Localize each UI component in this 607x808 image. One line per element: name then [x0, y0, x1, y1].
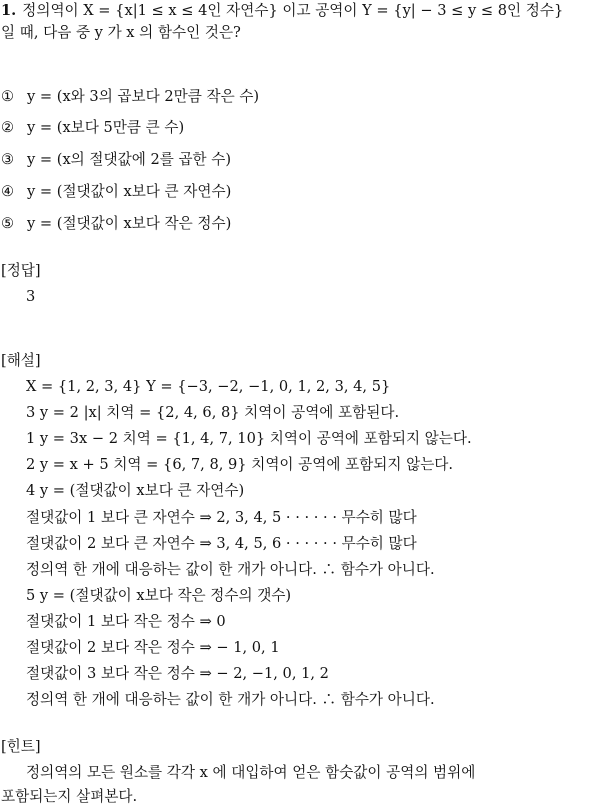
explanation-line-6: 절댓값이 1 보다 큰 자연수 ⇒ 2, 3, 4, 5 · · · · · · 무수히 많다 — [26, 509, 417, 526]
explanation-line-5: 4 y = (절댓값이 x보다 큰 자연수) — [26, 482, 245, 499]
choice-marker: ③ — [1, 151, 15, 168]
choice-marker: ④ — [1, 183, 15, 200]
choice-2 — [1, 117, 184, 139]
hint-line-2: 포함되는지 살펴본다. — [1, 788, 138, 805]
question-line-1 — [1, 0, 563, 22]
explanation-line-10: 절댓값이 1 보다 작은 정수 ⇒ 0 — [26, 613, 226, 630]
choice-4 — [1, 181, 231, 203]
hint-label: [힌트] — [1, 738, 41, 755]
choice-text: y = (절댓값이 x보다 큰 자연수) — [27, 183, 232, 200]
choice-text: y = (x보다 5만큼 큰 수) — [27, 119, 185, 136]
choice-text: y = (x의 절댓값에 2를 곱한 수) — [27, 151, 232, 168]
explanation-label: [해설] — [1, 352, 41, 369]
hint-line-1: 정의역의 모든 원소를 각각 x 에 대입하여 얻은 함숫값이 공역의 범위에 — [26, 764, 476, 781]
explanation-line-13: 정의역 한 개에 대응하는 값이 한 개가 아니다. ∴ 함수가 아니다. — [26, 691, 435, 708]
explanation-line-7: 절댓값이 2 보다 큰 자연수 ⇒ 3, 4, 5, 6 · · · · · · 무수히 많다 — [26, 535, 417, 552]
explanation-line-12: 절댓값이 3 보다 작은 정수 ⇒ − 2, −1, 0, 1, 2 — [26, 665, 329, 682]
choice-text: y = (절댓값이 x보다 작은 정수) — [27, 215, 232, 232]
answer-value: 3 — [26, 288, 36, 305]
explanation-line-11: 절댓값이 2 보다 작은 정수 ⇒ − 1, 0, 1 — [26, 639, 280, 656]
choice-text: y = (x와 3의 곱보다 2만큼 작은 수) — [27, 88, 260, 105]
choice-1 — [1, 86, 259, 108]
choice-5 — [1, 213, 231, 235]
explanation-line-8: 정의역 한 개에 대응하는 값이 한 개가 아니다. ∴ 함수가 아니다. — [26, 561, 435, 578]
explanation-line-4: 2 y = x + 5 치역 = {6, 7, 8, 9} 치역이 공역에 포함되지 않는다. — [26, 456, 454, 473]
explanation-line-3: 1 y = 3x − 2 치역 = {1, 4, 7, 10} 치역이 공역에 포함되지 않는다. — [26, 430, 472, 447]
explanation-line-9: 5 y = (절댓값이 x보다 작은 정수의 갯수) — [26, 587, 292, 604]
choice-3 — [1, 149, 231, 171]
choice-marker: ⑤ — [1, 215, 15, 232]
question-line-2: 일 때, 다음 중 y 가 x 의 함수인 것은? — [1, 24, 241, 41]
choice-marker: ① — [1, 88, 15, 105]
explanation-line-2: 3 y = 2 |x| 치역 = {2, 4, 6, 8} 치역이 공역에 포함된다. — [26, 404, 400, 421]
choice-marker: ② — [1, 119, 15, 136]
question-text-1: 정의역이 X = {x|1 ≤ x ≤ 4인 자연수} 이고 공역이 Y = {y| − 3 ≤ y ≤ 8인 정수} — [22, 2, 564, 19]
answer-label: [정답] — [1, 262, 41, 279]
explanation-line-1: X = {1, 2, 3, 4} Y = {−3, −2, −1, 0, 1, 2, 3, 4, 5} — [26, 378, 391, 395]
question-number: 1. — [1, 2, 17, 19]
